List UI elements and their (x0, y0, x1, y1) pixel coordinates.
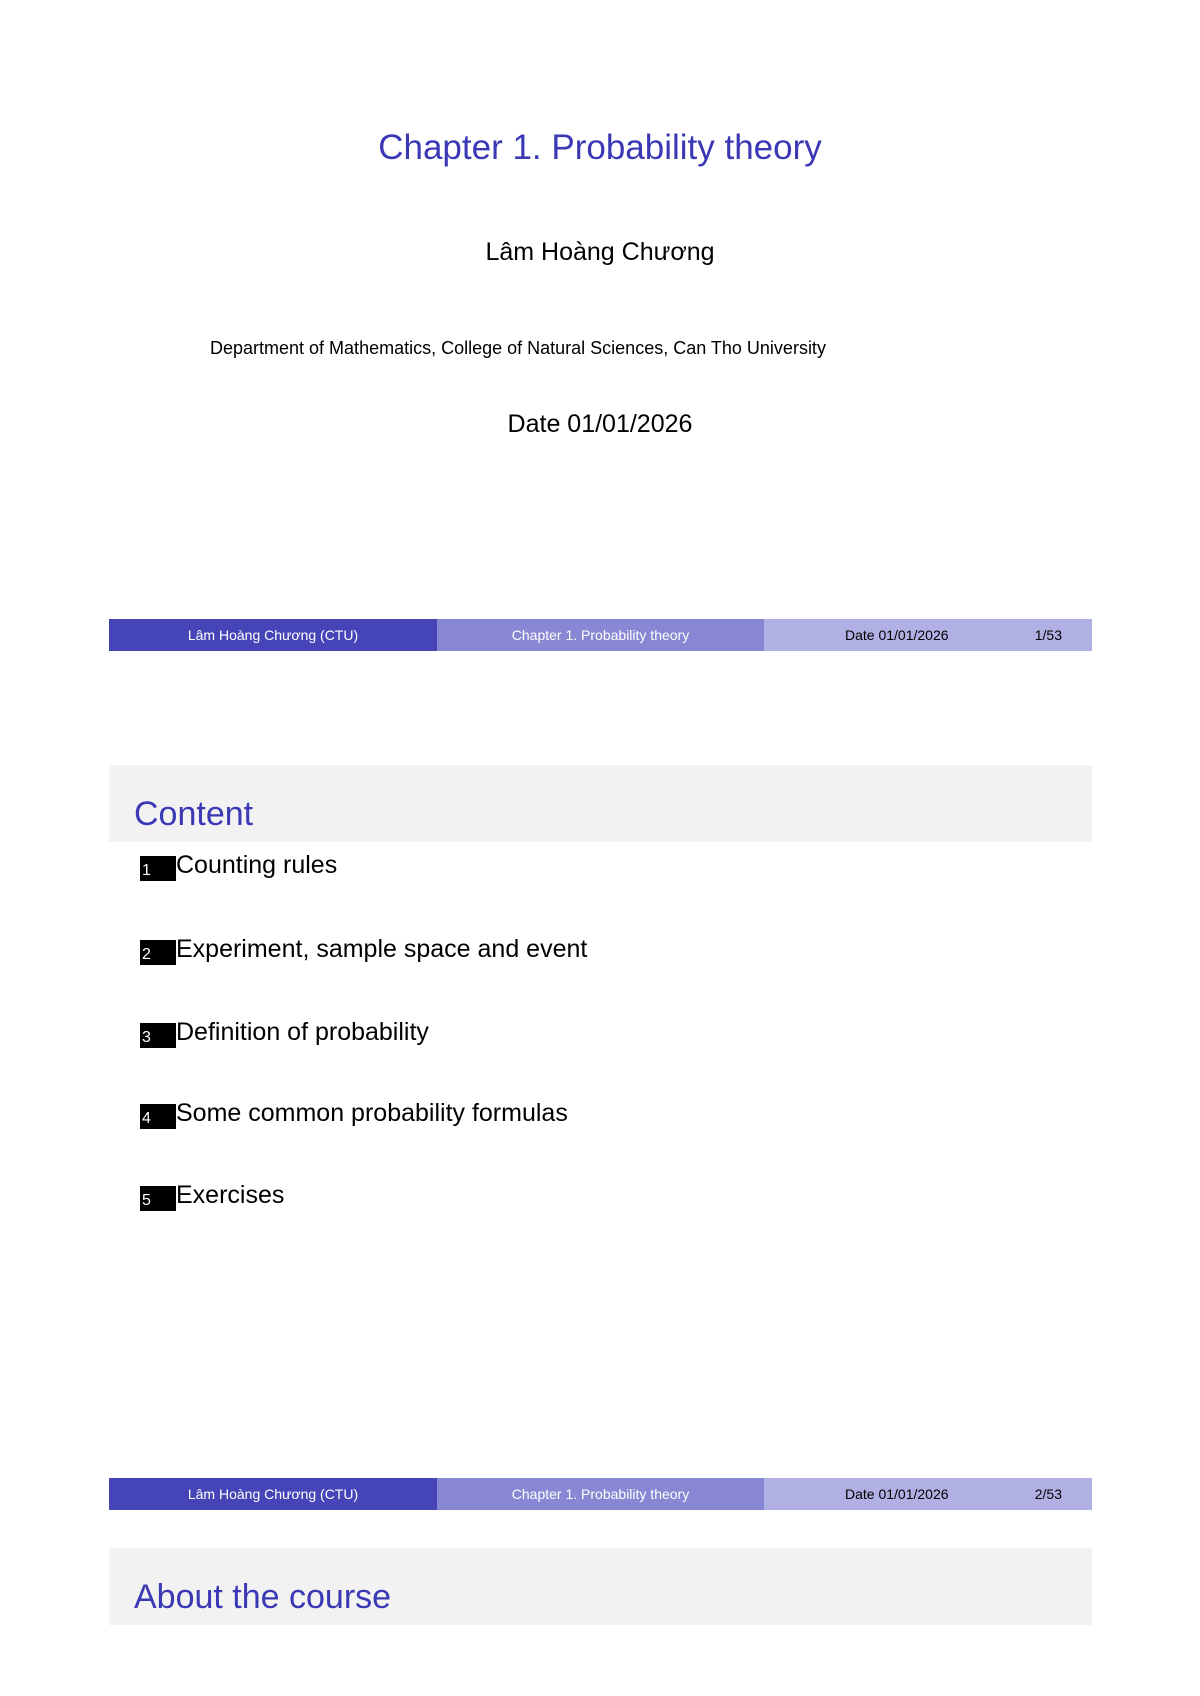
footer-author: Lâm Hoàng Chương (CTU) (109, 1478, 437, 1510)
toc-label: Definition of probability (176, 1017, 429, 1046)
footer-info (764, 619, 1092, 651)
slide-author: Lâm Hoàng Chương (485, 238, 715, 266)
frame-title: Content (134, 795, 254, 833)
toc-item[interactable] (140, 1098, 568, 1128)
footer-bar (109, 1478, 1092, 1510)
frame-heading-about (109, 1548, 1092, 1625)
toc-label: Exercises (176, 1180, 285, 1209)
footer-bar (109, 619, 1092, 651)
footer-title: Chapter 1. Probability theory (437, 619, 764, 651)
slide-title: Chapter 1. Probability theory (378, 128, 822, 167)
toc-item[interactable] (140, 1017, 429, 1047)
toc-label: Counting rules (176, 850, 338, 879)
slide-date: Date 01/01/2026 (507, 410, 693, 438)
footer-date: Date 01/01/2026 (845, 1486, 949, 1502)
toc-number: 1 (140, 856, 176, 881)
frame-title: About the course (134, 1578, 392, 1616)
footer-info (764, 1478, 1092, 1510)
toc-number: 3 (140, 1023, 176, 1048)
toc-number: 2 (140, 940, 176, 965)
frame-heading-content (109, 765, 1092, 842)
footer-author: Lâm Hoàng Chương (CTU) (109, 619, 437, 651)
footer-page-number: 1/53 (1034, 627, 1062, 643)
slide-department: Department of Mathematics, College of Natural Sciences, Can Tho University (210, 338, 826, 358)
toc-item[interactable] (140, 934, 587, 964)
toc-number: 4 (140, 1104, 176, 1129)
footer-page-number: 2/53 (1034, 1486, 1062, 1502)
toc-label: Experiment, sample space and event (176, 934, 588, 963)
toc-label: Some common probability formulas (176, 1098, 568, 1127)
toc-number: 5 (140, 1186, 176, 1211)
toc-item[interactable] (140, 850, 337, 880)
footer-date: Date 01/01/2026 (845, 627, 949, 643)
footer-title: Chapter 1. Probability theory (437, 1478, 764, 1510)
toc-item[interactable] (140, 1180, 284, 1210)
